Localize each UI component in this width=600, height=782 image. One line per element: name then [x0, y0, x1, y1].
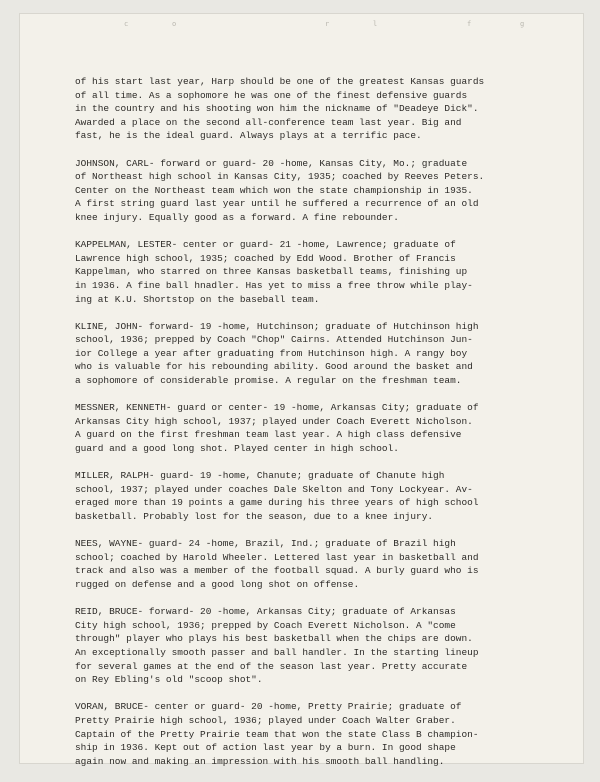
margin-mark: g — [520, 20, 525, 28]
text-line: Pretty Prairie high school, 1936; played under Coach Walter Graber. — [75, 714, 456, 726]
paragraph — [75, 700, 565, 768]
text-line: track and also was a member of the football squad. A burly guard who is — [75, 565, 479, 577]
text-line: of Northeast high school in Kansas City, 1935; coached by Reeves Peters. — [75, 171, 485, 183]
paragraph — [75, 401, 565, 455]
text-line: VORAN, BRUCE- center or guard- 20 -home, Pretty Prairie; graduate of — [75, 701, 462, 713]
text-line: JOHNSON, CARL- forward or guard- 20 -home, Kansas City, Mo.; graduate — [75, 157, 468, 169]
text-line: rugged on defense and a good long shot on offense. — [75, 578, 360, 590]
text-line: REID, BRUCE- forward- 20 -home, Arkansas City; graduate of Arkansas — [75, 606, 456, 618]
document-page — [20, 14, 583, 767]
text-line: Center on the Northeast team which won the state championship in 1935. — [75, 184, 473, 196]
text-line: NEES, WAYNE- guard- 24 -home, Brazil, Ind.; graduate of Brazil high — [75, 538, 456, 550]
text-line: school, 1936; prepped by Coach "Chop" Cairns. Attended Hutchinson Jun- — [75, 334, 473, 346]
text-line: in 1936. A fine ball hnadler. Has yet to miss a free throw while play- — [75, 279, 473, 291]
text-line: school, 1937; played under coaches Dale Skelton and Tony Lockyear. Av- — [75, 483, 473, 495]
text-line: eraged more than 19 points a game during his three years of high school — [75, 497, 479, 509]
paragraph — [75, 537, 565, 591]
paragraph — [75, 605, 565, 687]
text-line: for several games at the end of the season last year. Pretty accurate — [75, 660, 468, 672]
text-line: A first string guard last year until he suffered a recurrence of an old — [75, 198, 479, 210]
text-line: knee injury. Equally good as a forward. A fine rebounder. — [75, 211, 399, 223]
text-line: ing at K.U. Shortstop on the baseball team. — [75, 293, 320, 305]
text-line: a sophomore of considerable promise. A regular on the freshman team. — [75, 375, 462, 387]
paragraph — [75, 238, 565, 306]
margin-mark: c — [124, 20, 129, 28]
text-line: ior College a year after graduating from Hutchinson high. A rangy boy — [75, 347, 468, 359]
text-line: school; coached by Harold Wheeler. Lettered last year in basketball and — [75, 551, 479, 563]
text-line: MILLER, RALPH- guard- 19 -home, Chanute; graduate of Chanute high — [75, 470, 445, 482]
document-body — [75, 75, 565, 782]
text-line: of his start last year, Harp should be one of the greatest Kansas guards — [75, 76, 485, 87]
text-line: fast, he is the ideal guard. Always plays at a terrific pace. — [75, 130, 422, 142]
text-line: who is valuable for his rebounding ability. Good around the basket and — [75, 361, 473, 373]
text-line: through" player who plays his best basketball when the chips are down. — [75, 633, 473, 645]
text-line: ship in 1936. Kept out of action last year by a burn. In good shape — [75, 742, 456, 754]
paragraph — [75, 75, 565, 143]
text-line: in the country and his shooting won him the nickname of "Deadeye Dick". — [75, 103, 479, 115]
text-line: KLINE, JOHN- forward- 19 -home, Hutchinson; graduate of Hutchinson high — [75, 320, 479, 332]
text-line: on Rey Ebling's old "scoop shot". — [75, 674, 263, 686]
text-line: again now and making an impression with his smooth ball handling. — [75, 755, 445, 767]
text-line: City high school, 1936; prepped by Coach Everett Nicholson. A "come — [75, 619, 456, 631]
margin-mark: o — [172, 20, 177, 28]
paragraph — [75, 157, 565, 225]
text-line: Captain of the Pretty Prairie team that won the state Class B champion- — [75, 728, 479, 740]
margin-mark: r — [325, 20, 330, 28]
text-line: Lawrence high school, 1935; coached by Edd Wood. Brother of Francis — [75, 252, 456, 264]
text-line: of all time. As a sophomore he was one of the finest defensive guards — [75, 89, 468, 101]
text-line: MESSNER, KENNETH- guard or center- 19 -home, Arkansas City; graduate of — [75, 402, 479, 414]
text-line: Arkansas City high school, 1937; played under Coach Everett Nicholson. — [75, 415, 473, 427]
text-line: Kappelman, who starred on three Kansas basketball teams, finishing up — [75, 266, 468, 278]
paragraph — [75, 320, 565, 388]
text-line: Awarded a place on the second all-conference team last year. Big and — [75, 116, 462, 128]
paragraph — [75, 469, 565, 523]
text-line: An exceptionally smooth passer and ball handler. In the starting lineup — [75, 646, 479, 658]
margin-mark: l — [373, 20, 378, 28]
text-line: KAPPELMAN, LESTER- center or guard- 21 -home, Lawrence; graduate of — [75, 239, 456, 251]
margin-mark: f — [467, 20, 472, 28]
text-line: A guard on the first freshman team last year. A high class defensive — [75, 429, 462, 441]
text-line: guard and a good long shot. Played center in high school. — [75, 443, 399, 455]
text-line: basketball. Probably lost for the season, due to a knee injury. — [75, 511, 434, 522]
